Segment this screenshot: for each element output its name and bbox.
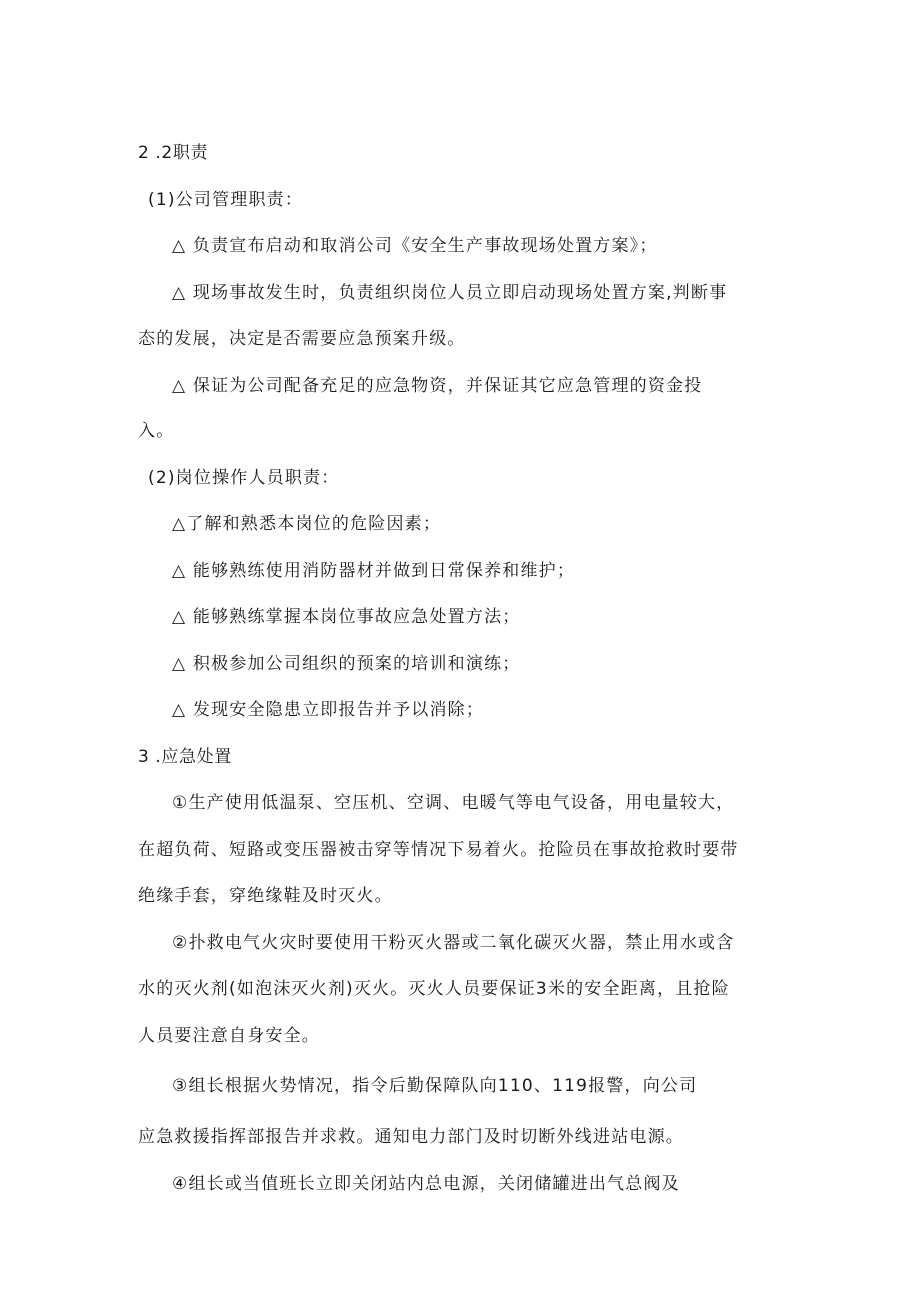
operator-duty-item: △ 能够熟练使用消防器材并做到日常保养和维护； bbox=[172, 561, 576, 581]
operator-duty-item: △了解和熟悉本岗位的危险因素； bbox=[172, 514, 442, 534]
emergency-paragraph-line: ②扑救电气火灾时要使用干粉灭火器或二氧化碳灭火器，禁止用水或含 bbox=[172, 933, 735, 953]
emergency-paragraph-line: ③组长根据火势情况，指令后勤保障队向110、119报警，向公司 bbox=[172, 1076, 698, 1096]
operator-duty-item: △ 积极参加公司组织的预案的培训和演练； bbox=[172, 654, 521, 674]
company-duty-item: △ 现场事故发生时，负责组织岗位人员立即启动现场处置方案,判断事 bbox=[172, 283, 728, 303]
operator-duty-item: △ 发现安全隐患立即报告并予以消除； bbox=[172, 700, 485, 720]
company-duty-item: △ 保证为公司配备充足的应急物资，并保证其它应急管理的资金投 bbox=[172, 376, 703, 396]
operator-duties-title: (2)岗位操作人员职责： bbox=[148, 468, 340, 488]
emergency-paragraph-line: 绝缘手套，穿绝缘鞋及时灭火。 bbox=[138, 886, 393, 906]
emergency-paragraph-line: ④组长或当值班长立即关闭站内总电源，关闭储罐进出气总阀及 bbox=[172, 1174, 680, 1194]
emergency-paragraph-line: 在超负荷、短路或变压器被击穿等情况下易着火。抢险员在事故抢救时要带 bbox=[138, 840, 739, 860]
emergency-paragraph-line: 人员要注意自身安全。 bbox=[138, 1026, 320, 1046]
operator-duty-item: △ 能够熟练掌握本岗位事故应急处置方法； bbox=[172, 607, 521, 627]
company-duty-item: △ 负责宣布启动和取消公司《安全生产事故现场处置方案》； bbox=[172, 236, 658, 256]
company-duty-item-continued: 入。 bbox=[138, 421, 175, 441]
emergency-paragraph-line: 应急救援指挥部报告并求救。通知电力部门及时切断外线进站电源。 bbox=[138, 1127, 684, 1147]
emergency-paragraph-line: ①生产使用低温泵、空压机、空调、电暖气等电气设备，用电量较大， bbox=[172, 793, 735, 813]
emergency-paragraph-line: 水的灭火剂(如泡沫灭火剂)灭火。灭火人员要保证3米的安全距离，且抢险 bbox=[138, 979, 730, 999]
section-heading-emergency: 3 .应急处置 bbox=[138, 747, 232, 767]
section-heading-duties: 2 .2职责 bbox=[138, 143, 209, 163]
company-duty-item-continued: 态的发展，决定是否需要应急预案升级。 bbox=[138, 329, 466, 349]
company-duties-title: (1)公司管理职责： bbox=[148, 190, 304, 210]
